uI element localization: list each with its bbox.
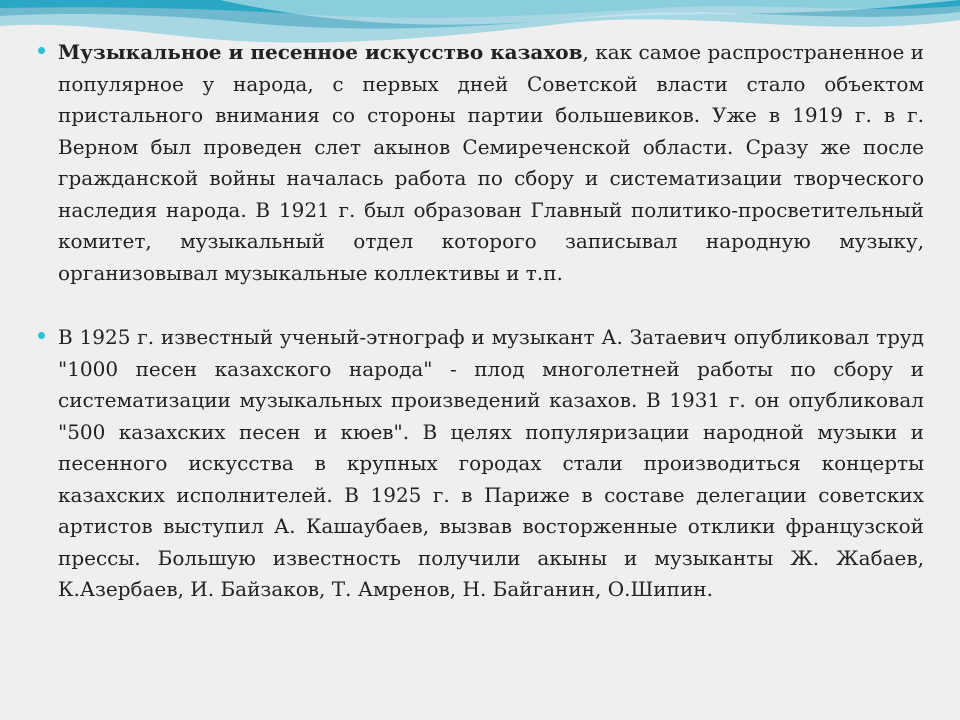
bullet-icon <box>38 47 45 54</box>
text-content <box>36 37 924 606</box>
paragraph-2-text: В 1925 г. известный ученый-этнограф и музыкант А. Затаевич опубликовал труд "1000 песен казахского народа" - плод многолетней работы по сбору и систематизации музыкальных произведений казахов. В 1931 г. он опубликовал "500 казахских песен и кюев". В целях популяризации народной музыки и песенного искусства в крупных городах стали производиться концерты казахских исполнителей. В 1925 г. в Париже в составе делегации советских артистов выступил А. Кашаубаев, вызвав восторженные отклики французской прессы. Большую известность получили акыны и музыканты Ж. Жабаев, К.Азербаев, И. Байзаков, Т. Амренов, Н. Байганин, О.Шипин. <box>58 325 924 601</box>
paragraph-2 <box>36 322 924 606</box>
paragraph-1-text: , как самое распространенное и популярное у народа, с первых дней Советской власти стало объектом пристального внимания со стороны партии большевиков. Уже в 1919 г. в г. Верном был проведен слет акынов Семиреченской области. Сразу же после гражданской войны началась работа по сбору и систематизации творческого наследия народа. В 1921 г. был образован Главный политико-просветительный комитет, музыкальный отдел которого записывал народную музыку, организовывал музыкальные коллективы и т.п. <box>58 40 924 285</box>
paragraph-1-lead: Музыкальное и песенное искусство казахов <box>58 40 583 64</box>
paragraph-1 <box>36 37 924 289</box>
bullet-icon <box>38 332 45 339</box>
